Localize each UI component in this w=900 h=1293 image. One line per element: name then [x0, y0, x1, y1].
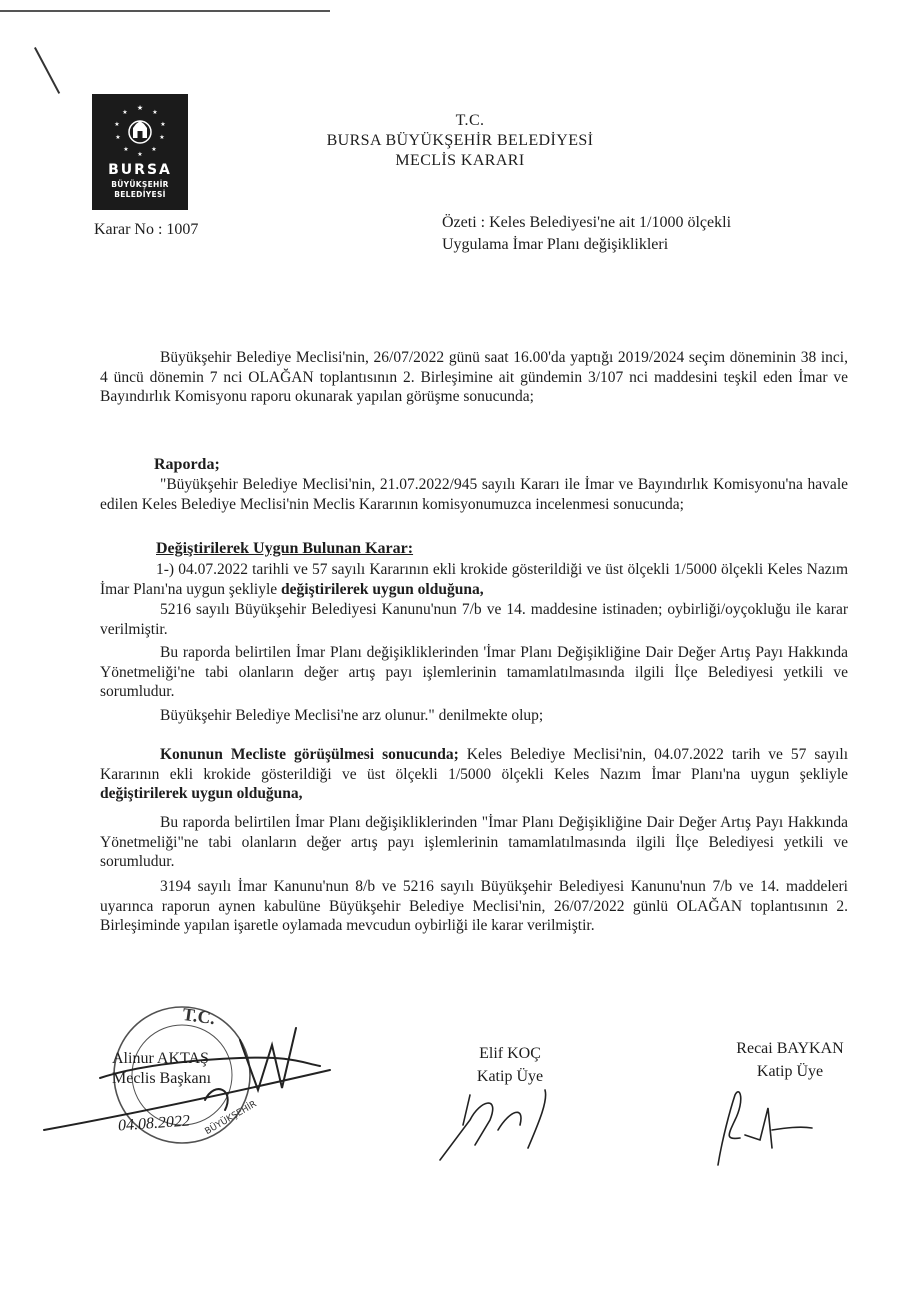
logo-line-3: BELEDİYESİ	[114, 190, 166, 199]
paragraph-council-result	[100, 745, 848, 804]
paragraph-submission-text: Büyükşehir Belediye Meclisi'ne arz olunur." denilmekte olup;	[160, 707, 544, 724]
svg-text:★: ★	[137, 151, 143, 158]
paragraph-final-decision-text: 3194 sayılı İmar Kanunu'nun 8/b ve 5216 sayılı Büyükşehir Belediyesi Kanunu'nun 7/b ve 14. maddeleri uyarınca raporun aynen kabulüne Büyükşehir Belediye Meclisi'nin, 26/07/2022 günlü OLAĞAN toplantısının 2. Birleşiminde yapılan işaretle oylamada mevcudun oybirliği ile karar verilmiştir.	[100, 878, 848, 934]
svg-text:★: ★	[159, 134, 165, 141]
member2-title: Katip Üye	[756, 1063, 824, 1080]
svg-text:★: ★	[152, 109, 158, 116]
paragraph-submission	[100, 706, 848, 726]
member1-name: Elif KOÇ	[479, 1045, 541, 1062]
paragraph-responsibility	[100, 813, 848, 872]
paragraph-report	[100, 475, 848, 514]
header-tc: T.C.	[455, 112, 485, 129]
member1-signature	[440, 1090, 546, 1160]
decision-number: Karar No : 1007	[94, 221, 199, 238]
paragraph-law-reference	[100, 600, 848, 639]
svg-text:★: ★	[122, 109, 128, 116]
svg-text:★: ★	[151, 146, 157, 153]
logo-line-1: BURSA	[108, 162, 172, 178]
member1-title: Katip Üye	[476, 1068, 544, 1085]
paragraph-intro	[100, 348, 848, 407]
stamp-ring-text: BÜYÜKŞEHİR	[203, 1099, 259, 1138]
paragraph-value-increase-text: Bu raporda belirtilen İmar Planı değişikliklerinden 'İmar Planı Değişikliğine Dair Değer Artış Payı Hakkında Yönetmeliği'ne tabi olanların değer artış payı işlemlerinin tamamlatılmasında ilgili İlçe Belediyesi yetkili ve sorumludur.	[100, 644, 848, 700]
svg-text:★: ★	[160, 121, 166, 128]
section-heading-raporda: Raporda;	[154, 456, 220, 473]
president-title: Meclis Başkanı	[112, 1070, 212, 1087]
summary-line-1: Özeti : Keles Belediyesi'ne ait 1/1000 ölçekli	[442, 214, 732, 231]
paragraph-law-reference-text: 5216 sayılı Büyükşehir Belediyesi Kanunu'nun 7/b ve 14. maddesine istinaden; oybirliği/oyçokluğu ile karar verilmiştir.	[100, 601, 848, 638]
paragraph-final-decision	[100, 877, 848, 936]
svg-text:★: ★	[115, 134, 121, 141]
header-document-type: MECLİS KARARI	[395, 152, 525, 169]
pen-mark	[34, 47, 60, 94]
president-date: 04.08.2022	[117, 1112, 191, 1135]
paragraph-item-1	[100, 560, 848, 599]
svg-text:★: ★	[136, 104, 144, 112]
member2-signature	[718, 1092, 812, 1165]
paragraph-report-text: "Büyükşehir Belediye Meclisi'nin, 21.07.2022/945 sayılı Kararı ile İmar ve Bayındırlık Komisyonu'na havale edilen Keles Belediye Meclisi'nin Meclis Kararının komisyonumuzca incelenmesi sonucunda;	[100, 476, 848, 513]
paragraph-council-result-text: Keles Belediye Meclisi'nin, 04.07.2022 tarih ve 57 sayılı Kararının ekli krokide gösterildiği ve üst ölçekli 1/5000 ölçekli Keles Nazım İmar Planı'na uygun şekliyle	[100, 746, 849, 783]
paragraph-council-result-bold-2: değiştirilerek uygun olduğuna,	[100, 785, 303, 802]
member2-name: Recai BAYKAN	[736, 1040, 844, 1057]
paragraph-council-result-bold: Konunun Mecliste görüşülmesi sonucunda;	[160, 746, 459, 763]
summary-line-2: Uygulama İmar Planı değişiklikleri	[442, 236, 669, 253]
paragraph-responsibility-text: Bu raporda belirtilen İmar Planı değişikliklerinden "İmar Planı Değişikliğine Dair Değer Artış Payı Hakkında Yönetmeliği"ne tabi olanların değer artış payı işlemlerinin tamamlatılmasında ilgili İlçe Belediyesi yetkili ve sorumludur.	[100, 814, 848, 870]
stamp-text: T.C.	[181, 1003, 217, 1029]
svg-text:★: ★	[114, 121, 120, 128]
logo-line-2: BÜYÜKŞEHİR	[111, 180, 169, 189]
header-institution: BURSA BÜYÜKŞEHİR BELEDİYESİ	[326, 132, 594, 149]
svg-text:★: ★	[123, 146, 129, 153]
president-name: Alinur AKTAŞ	[112, 1050, 209, 1067]
paragraph-value-increase	[100, 643, 848, 702]
paragraph-intro-text: Büyükşehir Belediye Meclisi'nin, 26/07/2022 günü saat 16.00'da yaptığı 2019/2024 seçim döneminin 38 inci, 4 üncü dönemin 7 nci OLAĞAN toplantısının 2. Birleşimine ait gündemin 3/107 nci maddesini teşkil eden İmar ve Bayındırlık Komisyonu raporu okunarak yapılan görüşme sonucunda;	[100, 349, 848, 405]
section-heading-amended: Değiştirilerek Uygun Bulunan Karar:	[156, 540, 414, 557]
scan-edge-line	[0, 10, 330, 12]
paragraph-item-1-text: 1-) 04.07.2022 tarihli ve 57 sayılı Kararının ekli krokide gösterildiği ve üst ölçekli 1/5000 ölçekli Keles Nazım İmar Planı'na uygun şekliyle	[100, 561, 848, 598]
summary	[442, 212, 842, 256]
paragraph-item-1-bold: değiştirilerek uygun olduğuna,	[281, 580, 484, 598]
